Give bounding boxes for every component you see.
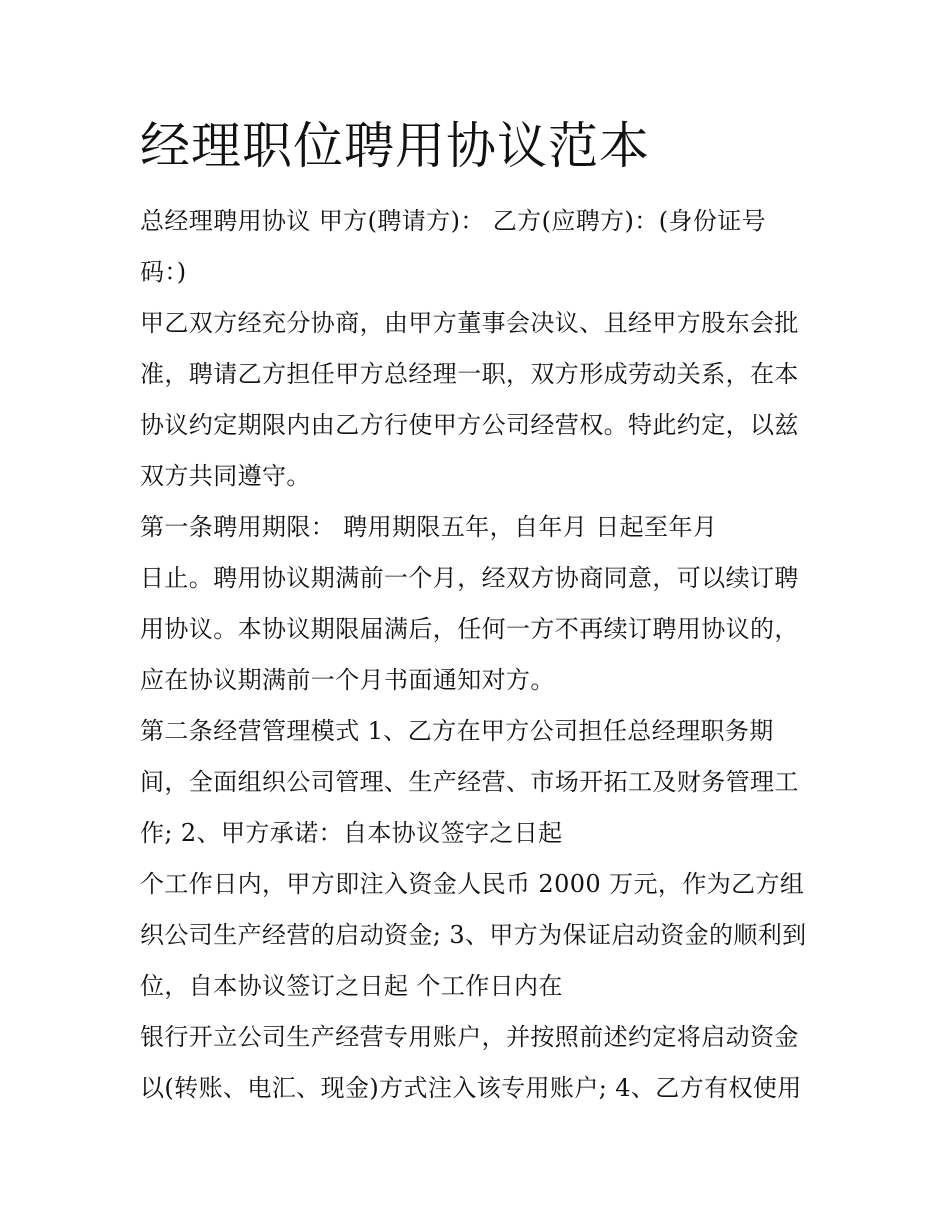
body-line-15: 织公司生产经营的启动资金; 3、甲方为保证启动资金的顺利到 — [140, 921, 807, 949]
document-title: 经理职位聘用协议范本 — [140, 117, 650, 175]
body-line-18: 以(转账、电汇、现金)方式注入该专用账户; 4、乙方有权使用 — [140, 1074, 802, 1102]
body-line-4: 准，聘请乙方担任甲方总经理一职，双方形成劳动关系，在本 — [140, 360, 799, 388]
body-line-9: 用协议。本协议期限届满后，任何一方不再续订聘用协议的， — [140, 615, 799, 643]
body-line-3: 甲乙双方经充分协商，由甲方董事会决议、且经甲方股东会批 — [140, 309, 799, 337]
body-line-8: 日止。聘用协议期满前一个月，经双方协商同意，可以续订聘 — [140, 564, 799, 592]
body-line-13: 作; 2、甲方承诺：自本协议签字之日起 — [140, 819, 563, 847]
body-line-1: 总经理聘用协议 甲方(聘请方)： 乙方(应聘方)：(身份证号 — [140, 207, 767, 235]
body-line-14: 个工作日内，甲方即注入资金人民币 2000 万元，作为乙方组 — [140, 870, 805, 898]
body-line-5: 协议约定期限内由乙方行使甲方公司经营权。特此约定，以兹 — [140, 411, 799, 439]
body-line-16: 位，自本协议签订之日起 个工作日内在 — [140, 972, 563, 1000]
body-line-17: 银行开立公司生产经营专用账户，并按照前述约定将启动资金 — [140, 1023, 799, 1051]
body-line-2: 码：) — [140, 258, 187, 286]
body-line-10: 应在协议期满前一个月书面通知对方。 — [140, 666, 555, 694]
body-line-7: 第一条聘用期限： 聘用期限五年，自年月 日起至年月 — [140, 513, 718, 541]
body-line-12: 间，全面组织公司管理、生产经营、市场开拓工及财务管理工 — [140, 768, 799, 796]
body-line-6: 双方共同遵守。 — [140, 462, 311, 490]
body-line-11: 第二条经营管理模式 1、乙方在甲方公司担任总经理职务期 — [140, 717, 774, 745]
